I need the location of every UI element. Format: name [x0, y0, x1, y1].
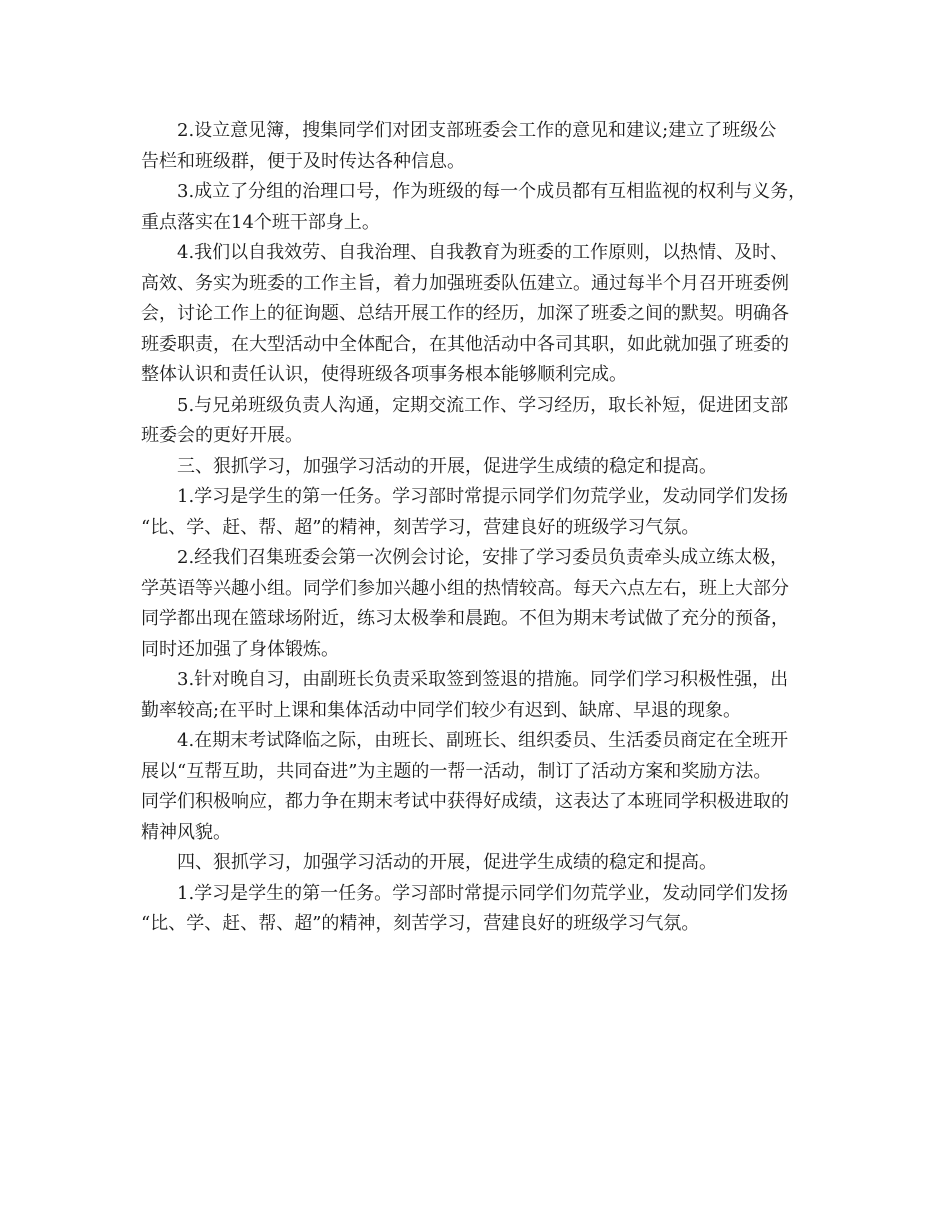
- paragraph-item-2: [141, 116, 821, 177]
- text-line: 精神风貌。: [141, 821, 231, 843]
- text-line: 班委职责，在大型活动中全体配合，在其他活动中各司其职，如此就加强了班委的: [141, 333, 789, 355]
- text-line: 3.针对晚自习，由副班长负责采取签到签退的措施。同学们学习积极性强，出: [177, 669, 789, 690]
- text-line: 同时还加强了身体锻炼。: [141, 638, 339, 660]
- text-line: 重点落实在14个班干部身上。: [141, 211, 380, 233]
- text-line: 1.学习是学生的第一任务。学习部时常提示同学们勿荒学业，发动同学们发扬: [177, 486, 789, 507]
- text-line: 告栏和班级群，便于及时传达各种信息。: [141, 150, 465, 172]
- text-line: 3.成立了分组的治理口号，作为班级的每一个成员都有互相监视的权利与义务，: [177, 181, 807, 202]
- paragraph-item-1: [141, 482, 821, 543]
- text-line: 4.在期末考试降临之际，由班长、副班长、组织委员、生活委员商定在全班开: [177, 730, 789, 751]
- text-line: 高效、务实为班委的工作主旨，着力加强班委队伍建立。通过每半个月召开班委例: [141, 272, 789, 294]
- text-line: 整体认识和责任认识，使得班级各项事务根本能够顺利完成。: [141, 364, 627, 385]
- document-page: [141, 116, 821, 940]
- paragraph-item-5: [141, 391, 821, 452]
- paragraph-item-3: [141, 177, 821, 238]
- heading-line: 三、狠抓学习，加强学习活动的开展，促进学生成绩的稳定和提高。: [177, 455, 717, 477]
- text-line: 展以“互帮互助，共同奋进”为主题的一帮一活动，制订了活动方案和奖励方法。: [141, 760, 772, 782]
- text-line: 会，讨论工作上的征询题、总结开展工作的经历，加深了班委之间的默契。明确各: [141, 303, 789, 324]
- paragraph-item-2: [141, 543, 821, 665]
- text-line: 2.经我们召集班委会第一次例会讨论，安排了学习委员负责牵头成立练太极，: [177, 547, 789, 568]
- heading-line: 四、狠抓学习，加强学习活动的开展，促进学生成绩的稳定和提高。: [177, 852, 717, 873]
- text-line: 2.设立意见簿，搜集同学们对团支部班委会工作的意见和建议;建立了班级公: [177, 120, 777, 141]
- text-line: 学英语等兴趣小组。同学们参加兴趣小组的热情较高。每天六点左右，班上大部分: [141, 577, 789, 599]
- paragraph-item-3: [141, 665, 821, 726]
- text-line: 勤率较高;在平时上课和集体活动中同学们较少有迟到、缺席、早退的现象。: [141, 699, 742, 721]
- text-line: 1.学习是学生的第一任务。学习部时常提示同学们勿荒学业，发动同学们发扬: [177, 882, 789, 904]
- paragraph-item-4: [141, 726, 821, 848]
- section-heading-3: [141, 452, 821, 483]
- text-line: 同学们积极响应，都力争在期末考试中获得好成绩，这表达了本班同学积极进取的: [141, 791, 789, 812]
- text-line: 同学都出现在篮球场附近，练习太极拳和晨跑。不但为期末考试做了充分的预备，: [141, 608, 789, 629]
- paragraph-item-4: [141, 238, 821, 391]
- text-line: “比、学、赶、帮、超”的精神，刻苦学习，营建良好的班级学习气氛。: [141, 516, 700, 538]
- text-line: “比、学、赶、帮、超”的精神，刻苦学习，营建良好的班级学习气氛。: [141, 913, 700, 934]
- text-line: 5.与兄弟班级负责人沟通，定期交流工作、学习经历，取长补短，促进团支部: [177, 394, 789, 416]
- text-line: 4.我们以自我效劳、自我治理、自我教育为班委的工作原则，以热情、及时、: [177, 242, 789, 263]
- text-line: 班委会的更好开展。: [141, 425, 303, 446]
- paragraph-item-1: [141, 879, 821, 940]
- section-heading-4: [141, 848, 821, 879]
